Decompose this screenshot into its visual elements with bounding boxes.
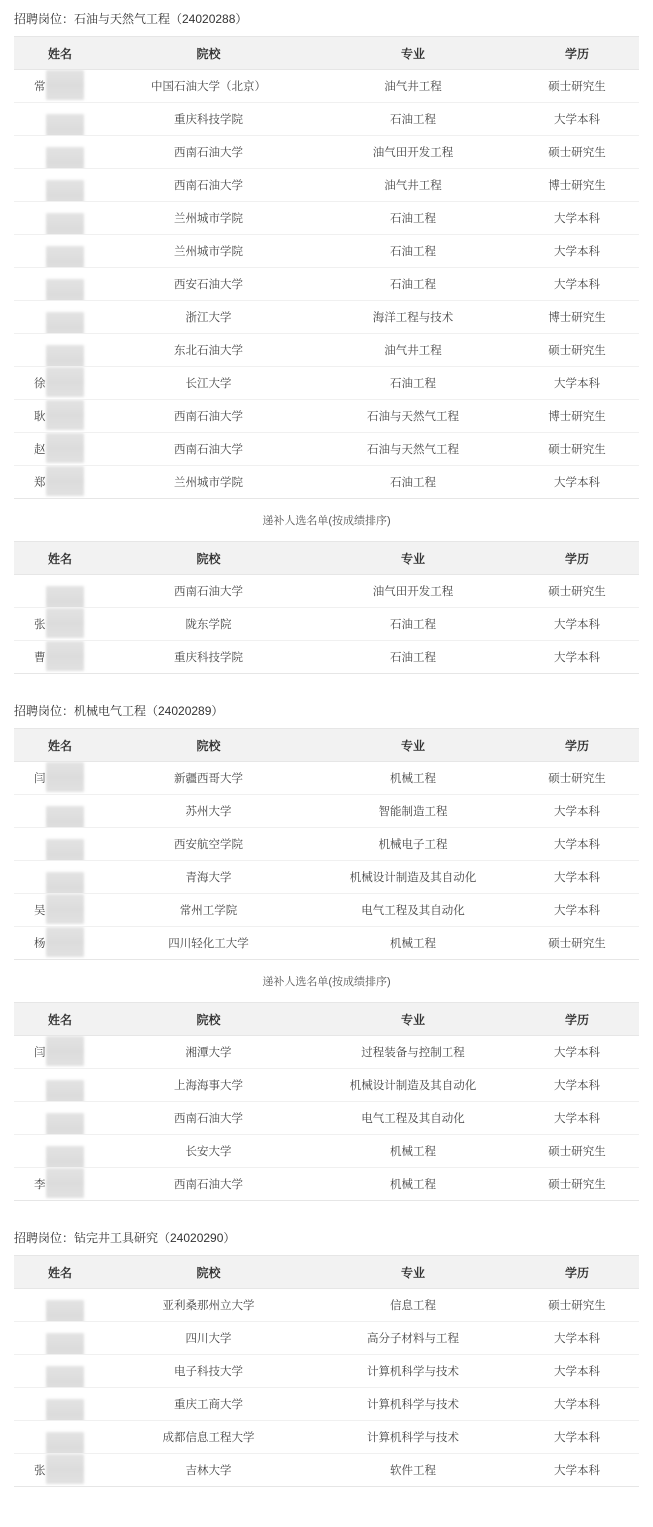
cell-major: 电气工程及其自动化 <box>311 1102 515 1135</box>
cell-degree: 硕士研究生 <box>515 334 639 367</box>
cell-name: 李 <box>14 1168 106 1201</box>
cell-major: 油气田开发工程 <box>311 575 515 608</box>
cell-name: 常 <box>14 70 106 103</box>
redaction-block <box>46 312 84 334</box>
column-header-major: 专业 <box>311 1256 515 1289</box>
cell-school: 兰州城市学院 <box>106 202 311 235</box>
cell-name: 张 <box>14 1454 106 1487</box>
table-row <box>14 1168 639 1201</box>
redaction-block <box>46 70 84 100</box>
cell-name: 曹 <box>14 641 106 674</box>
redaction-block <box>46 762 84 792</box>
cell-major: 石油与天然气工程 <box>311 433 515 466</box>
cell-major: 石油工程 <box>311 641 515 674</box>
table-row <box>14 1036 639 1069</box>
table-row <box>14 927 639 960</box>
subsection-title: 递补人选名单(按成绩排序) <box>262 515 391 527</box>
cell-name <box>14 1322 106 1355</box>
cell-school: 陇东学院 <box>106 608 311 641</box>
cell-school: 浙江大学 <box>106 301 311 334</box>
cell-major: 机械工程 <box>311 1135 515 1168</box>
table-row <box>14 608 639 641</box>
cell-name <box>14 334 106 367</box>
cell-degree: 大学本科 <box>515 466 639 499</box>
cell-name: 徐 <box>14 367 106 400</box>
cell-school: 湘潭大学 <box>106 1036 311 1069</box>
column-header-school: 院校 <box>106 37 311 70</box>
table-row <box>14 641 639 674</box>
cell-school: 新疆西哥大学 <box>106 762 311 795</box>
cell-major: 软件工程 <box>311 1454 515 1487</box>
table-row <box>14 136 639 169</box>
section-title: 招聘岗位：机械电气工程（24020289） <box>14 704 224 718</box>
cell-degree: 硕士研究生 <box>515 762 639 795</box>
cell-school: 西南石油大学 <box>106 169 311 202</box>
cell-name: 闫 <box>14 762 106 795</box>
table-row <box>14 1289 639 1322</box>
redaction-block <box>46 1399 84 1421</box>
cell-school: 上海海事大学 <box>106 1069 311 1102</box>
cell-major: 石油工程 <box>311 367 515 400</box>
redaction-block <box>46 1432 84 1454</box>
cell-degree: 大学本科 <box>515 202 639 235</box>
roster-table <box>14 1255 639 1487</box>
cell-name: 吴 <box>14 894 106 927</box>
roster-table-supplementary <box>14 541 639 674</box>
cell-major: 油气井工程 <box>311 70 515 103</box>
table-row <box>14 1322 639 1355</box>
column-header-name: 姓名 <box>14 37 106 70</box>
cell-major: 油气田开发工程 <box>311 136 515 169</box>
cell-degree: 硕士研究生 <box>515 433 639 466</box>
table-row <box>14 334 639 367</box>
table-row <box>14 795 639 828</box>
redaction-block <box>46 1113 84 1135</box>
section-title: 招聘岗位：石油与天然气工程（24020288） <box>14 12 248 26</box>
table-header-row <box>14 1256 639 1289</box>
redaction-block <box>46 1333 84 1355</box>
redaction-block <box>46 586 84 608</box>
cell-degree: 硕士研究生 <box>515 1168 639 1201</box>
cell-major: 海洋工程与技术 <box>311 301 515 334</box>
table-row <box>14 400 639 433</box>
roster-table <box>14 36 639 499</box>
column-header-school: 院校 <box>106 1003 311 1036</box>
redaction-block <box>46 839 84 861</box>
redaction-block <box>46 1454 84 1484</box>
cell-degree: 大学本科 <box>515 795 639 828</box>
cell-degree: 大学本科 <box>515 894 639 927</box>
column-header-school: 院校 <box>106 542 311 575</box>
table-row <box>14 1355 639 1388</box>
table-header-row <box>14 542 639 575</box>
cell-school: 西南石油大学 <box>106 1168 311 1201</box>
cell-degree: 硕士研究生 <box>515 927 639 960</box>
cell-school: 吉林大学 <box>106 1454 311 1487</box>
cell-major: 计算机科学与技术 <box>311 1421 515 1454</box>
cell-major: 石油工程 <box>311 268 515 301</box>
cell-name: 赵 <box>14 433 106 466</box>
redaction-block <box>46 400 84 430</box>
cell-major: 机械设计制造及其自动化 <box>311 1069 515 1102</box>
column-header-school: 院校 <box>106 729 311 762</box>
roster-table-supplementary <box>14 1002 639 1201</box>
cell-name <box>14 1421 106 1454</box>
cell-school: 中国石油大学（北京） <box>106 70 311 103</box>
cell-name: 张 <box>14 608 106 641</box>
cell-degree: 大学本科 <box>515 641 639 674</box>
cell-school: 西安航空学院 <box>106 828 311 861</box>
cell-major: 石油与天然气工程 <box>311 400 515 433</box>
cell-major: 智能制造工程 <box>311 795 515 828</box>
cell-degree: 大学本科 <box>515 103 639 136</box>
cell-major: 过程装备与控制工程 <box>311 1036 515 1069</box>
redaction-block <box>46 1080 84 1102</box>
column-header-school: 院校 <box>106 1256 311 1289</box>
cell-major: 机械工程 <box>311 927 515 960</box>
redaction-block <box>46 180 84 202</box>
cell-school: 西安石油大学 <box>106 268 311 301</box>
cell-major: 计算机科学与技术 <box>311 1355 515 1388</box>
redaction-block <box>46 114 84 136</box>
column-header-degree: 学历 <box>515 542 639 575</box>
cell-degree: 大学本科 <box>515 828 639 861</box>
table-row <box>14 861 639 894</box>
cell-degree: 大学本科 <box>515 1036 639 1069</box>
cell-school: 长江大学 <box>106 367 311 400</box>
cell-degree: 大学本科 <box>515 1421 639 1454</box>
cell-major: 油气井工程 <box>311 169 515 202</box>
cell-school: 西南石油大学 <box>106 400 311 433</box>
column-header-name: 姓名 <box>14 542 106 575</box>
redaction-block <box>46 213 84 235</box>
cell-major: 机械电子工程 <box>311 828 515 861</box>
table-header-row <box>14 729 639 762</box>
cell-name <box>14 169 106 202</box>
cell-school: 重庆科技学院 <box>106 103 311 136</box>
cell-degree: 硕士研究生 <box>515 1135 639 1168</box>
column-header-degree: 学历 <box>515 1256 639 1289</box>
cell-major: 高分子材料与工程 <box>311 1322 515 1355</box>
column-header-degree: 学历 <box>515 729 639 762</box>
redaction-block <box>46 246 84 268</box>
redaction-block <box>46 466 84 496</box>
cell-degree: 硕士研究生 <box>515 136 639 169</box>
cell-major: 信息工程 <box>311 1289 515 1322</box>
table-row <box>14 367 639 400</box>
table-row <box>14 301 639 334</box>
column-header-degree: 学历 <box>515 37 639 70</box>
column-header-major: 专业 <box>311 37 515 70</box>
cell-name: 闫 <box>14 1036 106 1069</box>
cell-degree: 大学本科 <box>515 861 639 894</box>
cell-name <box>14 1355 106 1388</box>
redaction-block <box>46 608 84 638</box>
cell-name: 郑 <box>14 466 106 499</box>
cell-name <box>14 1135 106 1168</box>
redaction-block <box>46 147 84 169</box>
cell-major: 石油工程 <box>311 608 515 641</box>
cell-school: 苏州大学 <box>106 795 311 828</box>
column-header-name: 姓名 <box>14 1256 106 1289</box>
table-row <box>14 575 639 608</box>
cell-degree: 博士研究生 <box>515 400 639 433</box>
cell-degree: 大学本科 <box>515 608 639 641</box>
cell-degree: 大学本科 <box>515 268 639 301</box>
redaction-block <box>46 1366 84 1388</box>
cell-school: 四川轻化工大学 <box>106 927 311 960</box>
table-row <box>14 103 639 136</box>
redaction-block <box>46 1146 84 1168</box>
cell-name: 杨 <box>14 927 106 960</box>
redaction-block <box>46 872 84 894</box>
cell-name <box>14 136 106 169</box>
cell-major: 石油工程 <box>311 466 515 499</box>
cell-name <box>14 1069 106 1102</box>
table-row <box>14 466 639 499</box>
table-row <box>14 169 639 202</box>
cell-name <box>14 235 106 268</box>
redaction-block <box>46 894 84 924</box>
cell-school: 亚利桑那州立大学 <box>106 1289 311 1322</box>
cell-name: 耿 <box>14 400 106 433</box>
section-title: 招聘岗位：钻完井工具研究（24020290） <box>14 1231 236 1245</box>
cell-name <box>14 268 106 301</box>
cell-degree: 硕士研究生 <box>515 70 639 103</box>
table-row <box>14 1388 639 1421</box>
cell-degree: 大学本科 <box>515 1102 639 1135</box>
cell-school: 西南石油大学 <box>106 433 311 466</box>
redaction-block <box>46 345 84 367</box>
cell-major: 机械设计制造及其自动化 <box>311 861 515 894</box>
cell-degree: 博士研究生 <box>515 169 639 202</box>
redaction-block <box>46 1168 84 1198</box>
column-header-major: 专业 <box>311 729 515 762</box>
cell-school: 重庆科技学院 <box>106 641 311 674</box>
redaction-block <box>46 279 84 301</box>
cell-name <box>14 828 106 861</box>
table-header-row <box>14 37 639 70</box>
cell-school: 青海大学 <box>106 861 311 894</box>
table-row <box>14 1421 639 1454</box>
cell-degree: 大学本科 <box>515 1388 639 1421</box>
table-row <box>14 828 639 861</box>
cell-major: 计算机科学与技术 <box>311 1388 515 1421</box>
table-row <box>14 70 639 103</box>
cell-school: 常州工学院 <box>106 894 311 927</box>
cell-name <box>14 202 106 235</box>
cell-degree: 硕士研究生 <box>515 575 639 608</box>
table-row <box>14 894 639 927</box>
cell-degree: 大学本科 <box>515 235 639 268</box>
cell-school: 西南石油大学 <box>106 1102 311 1135</box>
table-row <box>14 1069 639 1102</box>
redaction-block <box>46 1036 84 1066</box>
table-row <box>14 762 639 795</box>
cell-school: 东北石油大学 <box>106 334 311 367</box>
cell-degree: 大学本科 <box>515 1322 639 1355</box>
cell-school: 四川大学 <box>106 1322 311 1355</box>
cell-school: 电子科技大学 <box>106 1355 311 1388</box>
cell-school: 重庆工商大学 <box>106 1388 311 1421</box>
cell-school: 西南石油大学 <box>106 575 311 608</box>
cell-major: 机械工程 <box>311 1168 515 1201</box>
cell-name <box>14 301 106 334</box>
cell-school: 长安大学 <box>106 1135 311 1168</box>
table-row <box>14 1102 639 1135</box>
cell-degree: 硕士研究生 <box>515 1289 639 1322</box>
table-row <box>14 433 639 466</box>
cell-major: 石油工程 <box>311 103 515 136</box>
cell-name <box>14 861 106 894</box>
table-row <box>14 235 639 268</box>
column-header-degree: 学历 <box>515 1003 639 1036</box>
table-row <box>14 202 639 235</box>
cell-degree: 博士研究生 <box>515 301 639 334</box>
roster-table <box>14 728 639 960</box>
table-header-row <box>14 1003 639 1036</box>
table-row <box>14 1135 639 1168</box>
redaction-block <box>46 1300 84 1322</box>
redaction-block <box>46 927 84 957</box>
cell-major: 电气工程及其自动化 <box>311 894 515 927</box>
cell-name <box>14 575 106 608</box>
redaction-block <box>46 367 84 397</box>
column-header-major: 专业 <box>311 542 515 575</box>
cell-school: 兰州城市学院 <box>106 466 311 499</box>
redaction-block <box>46 641 84 671</box>
table-row <box>14 268 639 301</box>
cell-degree: 大学本科 <box>515 367 639 400</box>
cell-degree: 大学本科 <box>515 1355 639 1388</box>
redaction-block <box>46 806 84 828</box>
cell-name <box>14 1102 106 1135</box>
cell-name <box>14 103 106 136</box>
cell-school: 西南石油大学 <box>106 136 311 169</box>
cell-major: 油气井工程 <box>311 334 515 367</box>
cell-major: 石油工程 <box>311 202 515 235</box>
redaction-block <box>46 433 84 463</box>
column-header-major: 专业 <box>311 1003 515 1036</box>
cell-major: 石油工程 <box>311 235 515 268</box>
cell-school: 兰州城市学院 <box>106 235 311 268</box>
table-row <box>14 1454 639 1487</box>
cell-degree: 大学本科 <box>515 1069 639 1102</box>
cell-name <box>14 1289 106 1322</box>
column-header-name: 姓名 <box>14 1003 106 1036</box>
column-header-name: 姓名 <box>14 729 106 762</box>
subsection-title: 递补人选名单(按成绩排序) <box>262 976 391 988</box>
cell-school: 成都信息工程大学 <box>106 1421 311 1454</box>
cell-degree: 大学本科 <box>515 1454 639 1487</box>
cell-name <box>14 1388 106 1421</box>
cell-name <box>14 795 106 828</box>
cell-major: 机械工程 <box>311 762 515 795</box>
